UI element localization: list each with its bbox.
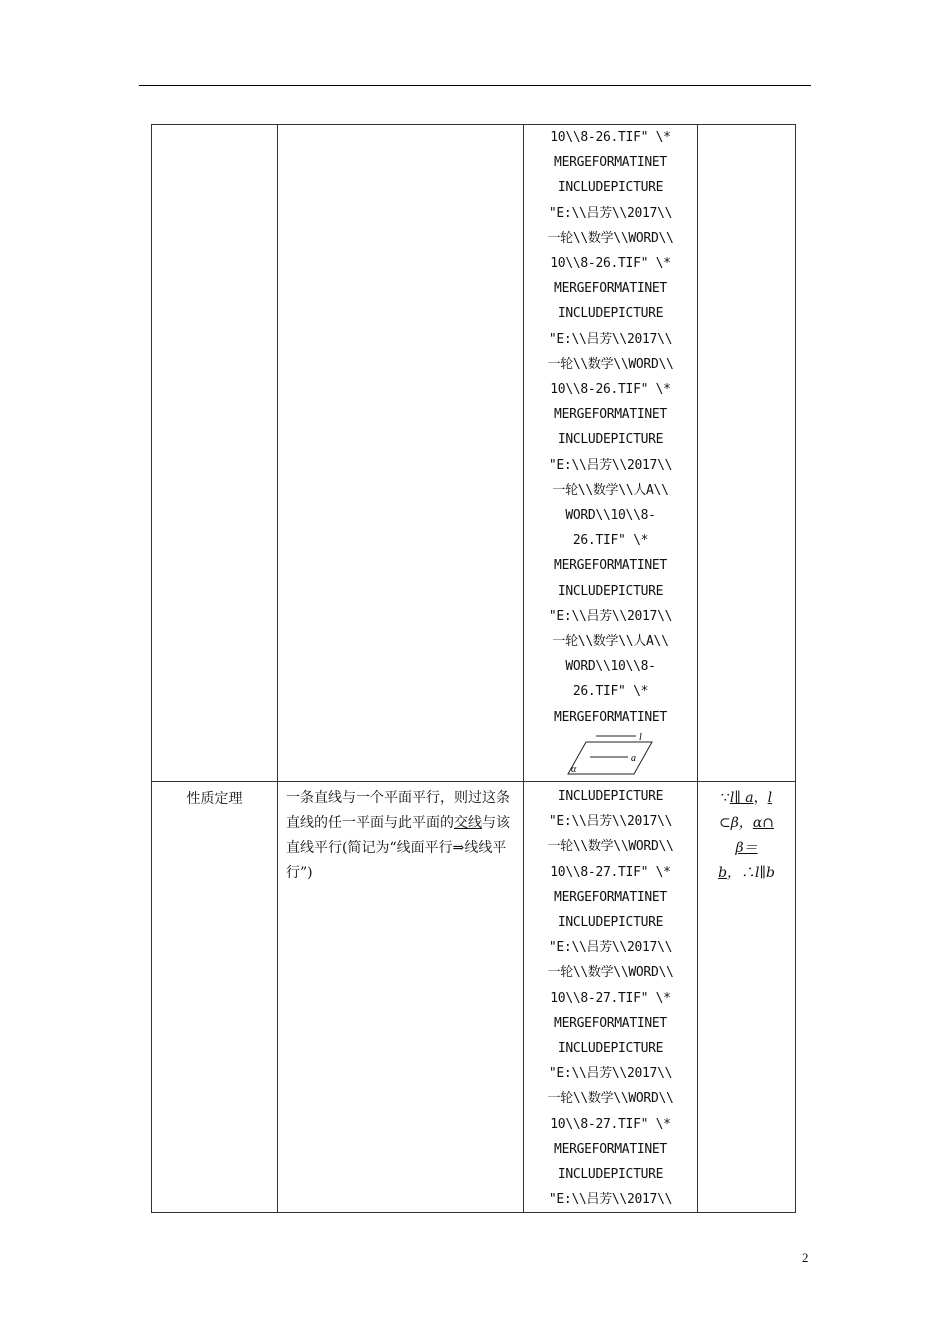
field-code-line: 10\\8-26.TIF" \* (550, 256, 671, 272)
field-code-line: MERGEFORMATINET (554, 281, 667, 297)
row1-symbolic-cell (698, 125, 796, 782)
desc-underlined-term: 交线 (454, 815, 482, 831)
field-code-line: INCLUDEPICTURE (557, 789, 664, 804)
symbolic-part: b (718, 865, 728, 881)
plane-parallel-line-figure (566, 732, 656, 780)
field-code-line: MERGEFORMATINET (554, 407, 667, 423)
row1-figure-cell (524, 125, 698, 782)
symbolic-part: β＝ (735, 840, 758, 856)
symbolic-part: α∩ (752, 815, 774, 831)
field-code-line: 一轮\\数学\\WORD\\ (547, 839, 674, 855)
field-code-line: "E:\\吕芳\\2017\\ (548, 457, 673, 473)
table-row (152, 125, 796, 782)
field-code-line: 10\\8-27.TIF" \* (550, 1116, 671, 1132)
symbolic-statement (698, 782, 795, 886)
row-label: 性质定理 (186, 791, 243, 807)
figure-label-a: a (630, 752, 636, 764)
field-code-line: 10\\8-26.TIF" \* (550, 130, 671, 145)
field-code-line: 10\\8-27.TIF" \* (550, 864, 671, 880)
desc-text-after: 与该直线平行(简记为“线面平行⇒线线平行”) (286, 815, 510, 881)
row2-symbolic-cell (698, 782, 796, 1213)
row1-desc-cell (278, 125, 524, 782)
field-code-line: INCLUDEPICTURE (557, 432, 664, 448)
symbolic-sep: ， (753, 790, 768, 806)
field-code-line: "E:\\吕芳\\2017\\ (548, 1066, 673, 1082)
symbolic-part: l (767, 790, 773, 806)
field-code-line: "E:\\吕芳\\2017\\ (548, 608, 673, 624)
field-code-line: WORD\\10\\8- (565, 508, 656, 524)
because-symbol: ∵ (720, 790, 730, 806)
header-rule (139, 85, 811, 86)
field-code-line: INCLUDEPICTURE (557, 1167, 664, 1183)
row1-field-code (524, 125, 697, 730)
field-code-line: INCLUDEPICTURE (557, 1041, 664, 1057)
field-code-line: 一轮\\数学\\人A\\ (552, 482, 669, 498)
field-code-line: "E:\\吕芳\\2017\\ (548, 205, 673, 221)
field-code-line: 26.TIF" \* (572, 533, 649, 549)
row2-field-code (524, 782, 697, 1212)
field-code-line: 10\\8-27.TIF" \* (550, 990, 671, 1006)
figure-label-l: l (638, 731, 642, 743)
page-number: 2 (802, 1250, 809, 1265)
field-code-line: INCLUDEPICTURE (557, 306, 664, 322)
field-code-line: 10\\8-26.TIF" \* (550, 382, 671, 398)
row1-label-cell (152, 125, 278, 782)
field-code-line: MERGEFORMATINET (554, 155, 667, 171)
row2-figure-cell (524, 782, 698, 1213)
field-code-line: WORD\\10\\8- (565, 659, 656, 675)
field-code-line: 一轮\\数学\\WORD\\ (547, 356, 674, 372)
field-code-line: MERGEFORMATINET (554, 889, 667, 905)
field-code-line: 一轮\\数学\\WORD\\ (547, 965, 674, 981)
desc-text-before: 一条直线与一个平面平行，则过这条直线的任一平面与此平面的 (286, 790, 510, 831)
symbolic-part: ⊂β， (718, 815, 753, 831)
table-row (152, 782, 796, 1213)
field-code-line: "E:\\吕芳\\2017\\ (548, 940, 673, 956)
field-code-line: INCLUDEPICTURE (557, 583, 664, 599)
row2-desc-cell (278, 782, 524, 1213)
field-code-line: "E:\\吕芳\\2017\\ (548, 331, 673, 347)
theorem-description (278, 782, 523, 886)
field-code-line: "E:\\吕芳\\2017\\ (548, 1192, 673, 1208)
symbolic-part: ，∴l∥b (727, 865, 775, 881)
field-code-line: 26.TIF" \* (572, 684, 649, 700)
theorem-table (151, 124, 796, 1213)
field-code-line: 一轮\\数学\\人A\\ (552, 634, 669, 650)
field-code-line: MERGEFORMATINET (554, 1141, 667, 1157)
field-code-line: "E:\\吕芳\\2017\\ (548, 814, 673, 830)
field-code-line: MERGEFORMATINET (554, 1015, 667, 1031)
symbolic-part: l∥ a (729, 790, 754, 806)
row2-label-cell (152, 782, 278, 1213)
field-code-line: INCLUDEPICTURE (557, 915, 664, 931)
field-code-line: 一轮\\数学\\WORD\\ (547, 1091, 674, 1107)
field-code-line: INCLUDEPICTURE (557, 180, 664, 196)
field-code-line: 一轮\\数学\\WORD\\ (547, 230, 674, 246)
field-code-line: MERGEFORMATINET (554, 709, 667, 725)
figure-label-alpha: α (570, 763, 576, 775)
field-code-line: MERGEFORMATINET (554, 558, 667, 574)
